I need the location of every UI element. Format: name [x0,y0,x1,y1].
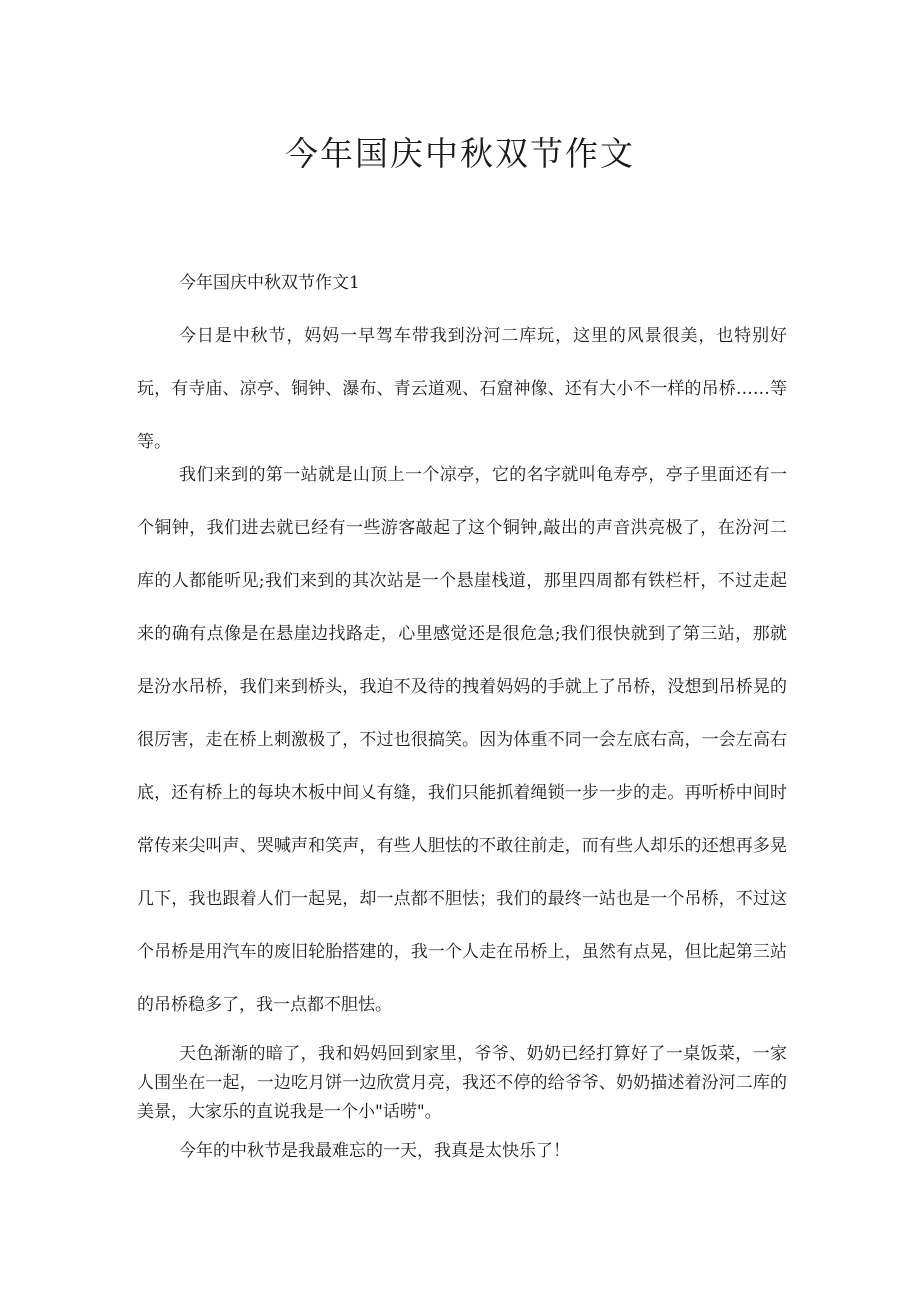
paragraph-1: 今日是中秋节，妈妈一早驾车带我到汾河二库玩，这里的风景很美，也特别好玩，有寺庙、凉亭、铜钟、瀑布、青云道观、石窟神像、还有大小不一样的吊桥……等等。 [137,326,787,452]
document-title: 今年国庆中秋双节作文 [285,134,635,173]
paragraph-2: 我们来到的第一站就是山顶上一个凉亭，它的名字就叫龟寿亭，亭子里面还有一个铜钟，我们进去就已经有一些游客敲起了这个铜钟,敲出的声音洪亮极了，在汾河二库的人都能听见;我们来到的其次站是一个悬崖栈道，那里四周都有铁栏杆，不过走起来的确有点像是在悬崖边找路走，心里感觉还是很危急;我们很快就到了第三站，那就是汾水吊桥，我们来到桥头，我迫不及待的拽着妈妈的手就上了吊桥，没想到吊桥晃的很厉害，走在桥上刺激极了，不过也很搞笑。因为体重不同一会左底右高，一会左高右底，还有桥上的每块木板中间乂有缝，我们只能抓着绳锁一步一步的走。再听桥中间时常传来尖叫声、哭喊声和笑声，有些人胆怯的不敢往前走，而有些人却乐的还想再多晃几下，我也跟着人们一起晃，却一点都不胆怯；我们的最终一站也是一个吊桥，不过这个吊桥是用汽车的废旧轮胎搭建的，我一个人走在吊桥上，虽然有点晃，但比起第三站的吊桥稳多了，我一点都不胆怯。 [137,465,787,1015]
paragraph-4: 今年的中秋节是我最难忘的一天，我真是太快乐了！ [179,1141,570,1161]
essay-subheading: 今年国庆中秋双节作文1 [179,273,360,293]
paragraph-3: 天色渐渐的暗了，我和妈妈回到家里，爷爷、奶奶已经打算好了一桌饭菜，一家人围坐在一起，一边吃月饼一边欣赏月亮，我还不停的给爷爷、奶奶描述着汾河二库的美景，大家乐的直说我是一个小"话唠"。 [137,1044,787,1122]
